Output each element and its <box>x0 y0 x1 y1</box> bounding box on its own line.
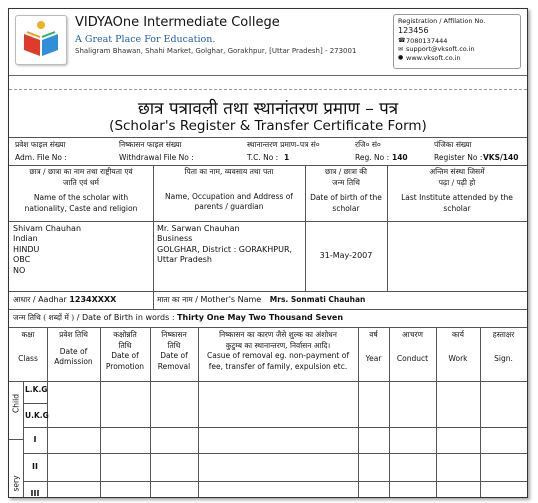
dob-words-label-hindi: जन्म तिथि ( शब्दों में ) <box>13 313 75 322</box>
header-text: nationality, Caste and religion <box>24 203 138 213</box>
college-name: VIDYAOne Intermediate College <box>75 15 280 30</box>
header-text: कुटुम्ब का स्थानान्तरण, निर्वासन आदि। <box>225 340 331 350</box>
college-header <box>9 9 527 75</box>
class-row-label: III <box>30 489 40 498</box>
parent-address-line: GOLGHAR, District : GORAKHPUR, <box>157 244 293 254</box>
student-details <box>13 224 81 276</box>
rule <box>23 427 527 428</box>
withdrawal-file-label-hindi: निष्कासन फाइल संख्या <box>119 140 182 149</box>
header-text: Name of the scholar with <box>33 193 129 202</box>
college-logo <box>15 15 67 65</box>
form-title-english: (Scholar's Register & Transfer Certificate Form) <box>109 118 427 134</box>
header-text: पिता का नाम, व्यवसाय तथा पता <box>184 167 274 176</box>
header-text: Promotion <box>105 361 145 371</box>
student-extra: NO <box>13 265 26 275</box>
register-number-label-hindi: पंजिका संख्या <box>434 140 472 149</box>
rule <box>9 165 527 166</box>
rule <box>9 439 23 440</box>
class-row-label: L.K.G <box>25 385 48 394</box>
dob-words-field <box>13 313 343 323</box>
header-text: प्रवेश तिथि <box>59 330 88 339</box>
website-address: www.vksoft.co.in <box>406 54 461 63</box>
mother-label-hindi: माता का नाम <box>157 295 193 304</box>
header-text: पढ़ा / पढ़ी हो <box>438 177 476 187</box>
student-religion: HINDU <box>13 244 40 254</box>
email-address: support@vksoft.co.in <box>406 45 475 54</box>
institute-column-header <box>387 167 527 214</box>
student-nationality: Indian <box>13 234 38 244</box>
reg-number-label-hindi: रजि० सं० <box>355 140 381 149</box>
removal-date-column-header <box>150 330 198 372</box>
work-column-header <box>436 330 480 364</box>
mother-name-value: Mrs. Sonmati Chauhan <box>269 295 366 304</box>
rule <box>9 327 527 328</box>
rule <box>23 403 47 404</box>
header-text: निष्कासन <box>161 330 187 339</box>
header-text: आचरण <box>402 330 423 339</box>
student-dob: 31-May-2007 <box>319 251 373 260</box>
conduct-column-header <box>389 330 436 364</box>
header-text: Conduct <box>396 353 429 363</box>
class-row-label: II <box>32 462 38 471</box>
parent-details <box>157 224 292 266</box>
header-text: हस्ताक्षर <box>492 330 515 339</box>
header-text: Date of <box>111 351 139 360</box>
header-text: Casue of removal eg. non-payment of <box>206 351 349 360</box>
header-text: Date of <box>59 346 88 356</box>
register-number-label: Register No : <box>434 153 483 162</box>
header-text: कक्षा <box>21 330 35 339</box>
registration-box <box>393 14 521 69</box>
header-text: scholar <box>332 203 360 213</box>
header-text: fee, transfer of family, expulsion etc. <box>208 361 348 371</box>
rule <box>9 309 527 310</box>
class-row-label: U.K.G <box>25 411 49 420</box>
header-text: जन्म तिथि <box>332 177 360 187</box>
rule <box>9 291 527 292</box>
promotion-date-column-header <box>100 330 150 372</box>
phone-number: 7080137444 <box>406 36 448 45</box>
header-text: Year <box>365 353 382 363</box>
form-title-hindi: छात्र पत्रावली तथा स्थानांतरण प्रमाण – पत्र <box>137 99 399 119</box>
reg-number-value: 140 <box>392 153 408 162</box>
header-text: वर्ष <box>369 330 378 339</box>
header-text: Admission <box>54 357 93 366</box>
header-text: निष्कासन का कारण जैसे शुल्क का अंशोधन <box>219 330 337 339</box>
group-label-child: Child <box>11 394 21 413</box>
header-text: Sign. <box>494 353 513 363</box>
parent-occupation: Business <box>157 234 193 244</box>
header-text: छात्र / छात्रा की <box>324 167 367 176</box>
admission-date-column-header <box>47 330 100 368</box>
aadhar-label: / Aadhar <box>32 295 67 304</box>
header-text: तिथि <box>118 340 132 350</box>
globe-icon: ● <box>398 54 404 62</box>
tc-number-label-hindi: स्थानान्तरण प्रमाण–पत्र सं० <box>247 140 320 149</box>
header-text: Class <box>18 353 38 363</box>
rule <box>23 481 527 482</box>
header-text: छात्र / छात्रा का नाम तथा राष्ट्रीयता एवं <box>29 167 133 176</box>
aadhar-label-hindi: आधार <box>13 295 31 304</box>
mother-name-field <box>157 295 365 305</box>
adm-file-label-hindi: प्रवेश फाइल संख्या <box>15 140 66 149</box>
header-text: अन्तिम संस्था जिसमें <box>429 167 485 176</box>
student-caste: OBC <box>13 255 31 265</box>
rule <box>9 221 527 222</box>
dob-words-value: Thirty One May Two Thousand Seven <box>177 313 344 322</box>
parent-address-line: Uttar Pradesh <box>157 255 212 265</box>
header-text: Date of <box>160 351 188 360</box>
header-text: Removal <box>157 361 191 371</box>
year-column-header <box>358 330 389 364</box>
withdrawal-file-label: Withdrawal File No : <box>119 153 194 162</box>
student-name: Shivam Chauhan <box>13 224 82 233</box>
book-logo-icon <box>16 16 66 64</box>
header-text: parents / guardian <box>194 202 264 211</box>
header-text: कार्य <box>451 330 465 339</box>
tc-number-label: T.C. No : <box>247 153 279 162</box>
header-text: Date of birth of the <box>310 193 382 202</box>
aadhar-value: 1234XXXX <box>69 295 117 304</box>
header-text: जाति एवं धर्म <box>63 177 99 187</box>
rule <box>9 137 527 138</box>
rule <box>153 291 154 309</box>
register-number-value: VKS/140 <box>483 153 519 162</box>
class-column-header <box>9 330 47 364</box>
tc-form-page <box>8 8 528 498</box>
adm-file-label: Adm. File No : <box>15 153 67 162</box>
removal-cause-column-header <box>198 330 358 372</box>
rule <box>9 381 527 382</box>
college-tagline: A Great Place For Education. <box>75 34 216 45</box>
group-label-nursery: sery <box>11 475 21 492</box>
tc-number-value: 1 <box>284 153 290 162</box>
header-text: Last Institute attended by the <box>401 193 513 202</box>
registration-number: 123456 <box>398 25 429 35</box>
parent-name: Mr. Sarwan Chauhan <box>157 224 240 233</box>
header-text: Work <box>448 353 468 363</box>
header-text: scholar <box>443 203 471 213</box>
header-text: कक्षोन्नति <box>113 330 137 339</box>
name-column-header <box>9 167 153 214</box>
class-row-label: I <box>33 435 37 444</box>
rule <box>23 453 527 454</box>
parent-column-header <box>153 167 305 213</box>
header-text: तिथि <box>167 340 181 350</box>
college-address: Shaligram Bhawan, Shahi Market, Golghar, Gorakhpur, [Uttar Pradesh] - 273001 <box>75 47 357 55</box>
dob-column-header <box>305 167 387 214</box>
sign-column-header <box>480 330 527 364</box>
mother-label: / Mother's Name <box>195 295 262 304</box>
aadhar-field <box>13 295 116 305</box>
reg-number-label: Reg. No : <box>355 153 390 162</box>
dashed-divider <box>9 89 527 90</box>
header-divider <box>9 75 527 76</box>
registration-label: Registration / Affilation No. <box>398 17 486 25</box>
phone-icon: ☎ <box>398 36 406 44</box>
header-text: Name, Occupation and Address of <box>165 191 293 201</box>
email-icon: ✉ <box>398 45 404 53</box>
dob-words-label: / Date of Birth in words : <box>76 313 175 322</box>
